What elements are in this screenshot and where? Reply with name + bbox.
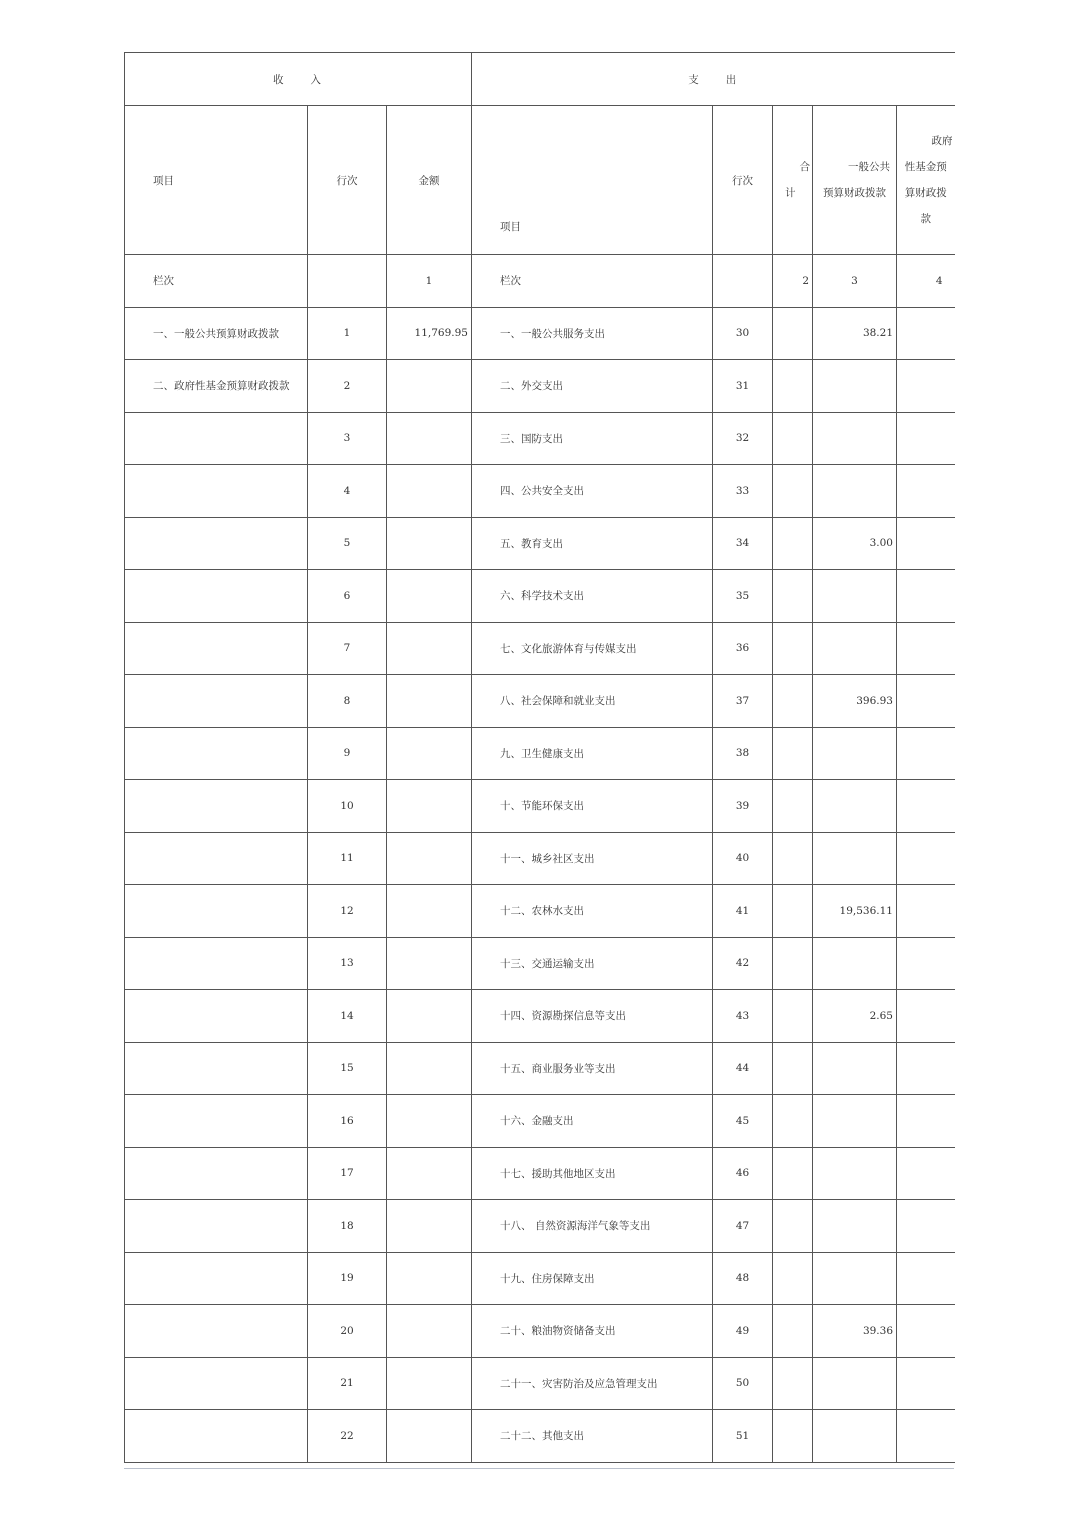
expense-total-cell — [773, 675, 813, 728]
expense-row-no-cell: 46 — [713, 1147, 773, 1200]
table-row — [125, 1042, 955, 1095]
table-row — [125, 412, 955, 465]
expense-fund-cell — [897, 990, 955, 1043]
income-amount-cell — [387, 1095, 472, 1148]
expense-fund-cell — [897, 622, 955, 675]
table-row — [125, 1410, 955, 1463]
expense-general-cell: 3.00 — [813, 517, 897, 570]
income-amount-cell — [387, 990, 472, 1043]
expense-total-cell — [773, 937, 813, 990]
expense-item-cell: 三、国防支出 — [472, 412, 713, 465]
expense-fund-cell — [897, 1200, 955, 1253]
header-expense-item: 项目 — [472, 106, 713, 255]
header-row-no: 行次 — [308, 106, 387, 255]
expense-banner: 支 出 — [472, 53, 955, 106]
expense-item-cell: 十五、商业服务业等支出 — [472, 1042, 713, 1095]
header-row — [125, 106, 955, 255]
income-row-no-cell: 1 — [308, 307, 387, 360]
expense-row-no-cell: 50 — [713, 1357, 773, 1410]
expense-item-cell: 九、卫生健康支出 — [472, 727, 713, 780]
expense-general-cell — [813, 412, 897, 465]
income-item-cell — [125, 990, 308, 1043]
table-row — [125, 570, 955, 623]
table-row — [125, 360, 955, 413]
expense-total-cell — [773, 832, 813, 885]
income-row-no-cell: 9 — [308, 727, 387, 780]
income-row-no-cell: 18 — [308, 1200, 387, 1253]
income-item-cell — [125, 832, 308, 885]
column-index-fund: 4 — [897, 255, 955, 308]
expense-general-cell — [813, 937, 897, 990]
expense-total-cell — [773, 570, 813, 623]
income-row-no-cell: 10 — [308, 780, 387, 833]
table-row — [125, 675, 955, 728]
income-row-no-cell: 17 — [308, 1147, 387, 1200]
footer-divider — [124, 1468, 954, 1469]
expense-fund-cell — [897, 570, 955, 623]
header-income-item: 项目 — [125, 106, 308, 255]
expense-total-cell — [773, 727, 813, 780]
expense-general-cell — [813, 360, 897, 413]
expense-general-cell — [813, 465, 897, 518]
header-general-budget — [813, 106, 897, 255]
expense-total-cell — [773, 412, 813, 465]
expense-row-no-cell: 37 — [713, 675, 773, 728]
expense-general-cell — [813, 1147, 897, 1200]
table-row — [125, 937, 955, 990]
expense-item-cell: 一、一般公共服务支出 — [472, 307, 713, 360]
income-amount-cell — [387, 570, 472, 623]
expense-row-no-cell: 45 — [713, 1095, 773, 1148]
expense-row-no-cell: 51 — [713, 1410, 773, 1463]
header-general-line1: 一般公共 — [848, 161, 890, 173]
header-fund-budget — [897, 106, 955, 255]
income-amount-cell — [387, 412, 472, 465]
income-amount-cell — [387, 780, 472, 833]
expense-item-cell: 二、外交支出 — [472, 360, 713, 413]
header-amount: 金额 — [387, 106, 472, 255]
expense-item-cell: 二十、粮油物资储备支出 — [472, 1305, 713, 1358]
income-amount-cell — [387, 465, 472, 518]
income-amount-cell — [387, 1252, 472, 1305]
expense-general-cell — [813, 1357, 897, 1410]
table-row — [125, 727, 955, 780]
header-fund-line4: 款 — [920, 213, 932, 225]
expense-general-cell — [813, 832, 897, 885]
income-amount-cell — [387, 937, 472, 990]
expense-general-cell — [813, 1042, 897, 1095]
expense-fund-cell — [897, 1147, 955, 1200]
expense-item-cell: 十六、金融支出 — [472, 1095, 713, 1148]
expense-total-cell — [773, 780, 813, 833]
expense-fund-cell — [897, 1042, 955, 1095]
header-expense-row-no: 行次 — [713, 106, 773, 255]
expense-row-no-cell: 41 — [713, 885, 773, 938]
expense-item-cell: 四、公共安全支出 — [472, 465, 713, 518]
expense-fund-cell — [897, 885, 955, 938]
income-row-no-cell: 19 — [308, 1252, 387, 1305]
income-item-cell — [125, 570, 308, 623]
income-item-cell — [125, 1200, 308, 1253]
expense-item-cell: 七、文化旅游体育与传媒支出 — [472, 622, 713, 675]
expense-item-cell: 八、社会保障和就业支出 — [472, 675, 713, 728]
income-item-cell: 一、一般公共预算财政拨款 — [125, 307, 308, 360]
expense-fund-cell — [897, 465, 955, 518]
expense-total-cell — [773, 1147, 813, 1200]
table-row — [125, 1357, 955, 1410]
income-amount-cell — [387, 1042, 472, 1095]
table-row — [125, 622, 955, 675]
expense-general-cell: 2.65 — [813, 990, 897, 1043]
header-total-line1: 合 — [799, 161, 810, 173]
table-row — [125, 780, 955, 833]
expense-total-cell — [773, 360, 813, 413]
expense-fund-cell — [897, 727, 955, 780]
income-banner: 收 入 — [125, 53, 472, 106]
table-row — [125, 307, 955, 360]
income-item-cell — [125, 727, 308, 780]
expense-general-cell — [813, 622, 897, 675]
table-row — [125, 465, 955, 518]
expense-fund-cell — [897, 360, 955, 413]
header-fund-line3: 算财政拨 — [904, 187, 947, 199]
expense-general-cell — [813, 1410, 897, 1463]
income-amount-cell — [387, 517, 472, 570]
expense-total-cell — [773, 1095, 813, 1148]
expense-row-no-cell: 31 — [713, 360, 773, 413]
expense-row-no-cell: 40 — [713, 832, 773, 885]
table-row — [125, 517, 955, 570]
expense-row-no-cell: 33 — [713, 465, 773, 518]
header-fund-line1: 政府 — [931, 135, 953, 147]
expense-total-cell — [773, 465, 813, 518]
column-index-label-left: 栏次 — [125, 255, 308, 308]
income-amount-cell — [387, 1147, 472, 1200]
expense-row-no-cell: 34 — [713, 517, 773, 570]
banner-row — [125, 53, 955, 106]
header-total-line2: 计 — [785, 187, 796, 199]
expense-total-cell — [773, 1042, 813, 1095]
income-item-cell — [125, 1252, 308, 1305]
income-item-cell — [125, 1147, 308, 1200]
income-row-no-cell: 4 — [308, 465, 387, 518]
expense-item-cell: 十三、交通运输支出 — [472, 937, 713, 990]
income-row-no-cell: 14 — [308, 990, 387, 1043]
expense-general-cell — [813, 1095, 897, 1148]
income-row-no-cell: 13 — [308, 937, 387, 990]
expense-fund-cell — [897, 832, 955, 885]
expense-general-cell: 38.21 — [813, 307, 897, 360]
expense-total-cell — [773, 885, 813, 938]
income-amount-cell — [387, 1357, 472, 1410]
expense-total-cell — [773, 1357, 813, 1410]
income-item-cell — [125, 1042, 308, 1095]
expense-row-no-cell: 49 — [713, 1305, 773, 1358]
income-item-cell — [125, 1095, 308, 1148]
expense-row-no-cell: 32 — [713, 412, 773, 465]
income-item-cell — [125, 885, 308, 938]
income-item-cell — [125, 465, 308, 518]
income-row-no-cell: 15 — [308, 1042, 387, 1095]
expense-item-cell: 十、节能环保支出 — [472, 780, 713, 833]
expense-item-cell: 十八、 自然资源海洋气象等支出 — [472, 1200, 713, 1253]
income-item-cell — [125, 1357, 308, 1410]
income-amount-cell — [387, 1305, 472, 1358]
table-row — [125, 885, 955, 938]
income-item-cell — [125, 675, 308, 728]
expense-total-cell — [773, 1200, 813, 1253]
income-item-cell — [125, 1305, 308, 1358]
table-row — [125, 1252, 955, 1305]
expense-item-cell: 十一、城乡社区支出 — [472, 832, 713, 885]
column-index-income: 1 — [387, 255, 472, 308]
income-amount-cell — [387, 727, 472, 780]
expense-total-cell — [773, 990, 813, 1043]
income-amount-cell — [387, 1200, 472, 1253]
income-row-no-cell: 2 — [308, 360, 387, 413]
column-index-empty-2 — [713, 255, 773, 308]
expense-fund-cell — [897, 1095, 955, 1148]
expense-general-cell: 396.93 — [813, 675, 897, 728]
income-item-cell — [125, 412, 308, 465]
income-row-no-cell: 21 — [308, 1357, 387, 1410]
expense-row-no-cell: 44 — [713, 1042, 773, 1095]
expense-general-cell — [813, 727, 897, 780]
expense-fund-cell — [897, 412, 955, 465]
expense-row-no-cell: 48 — [713, 1252, 773, 1305]
expense-total-cell — [773, 307, 813, 360]
income-amount-cell — [387, 675, 472, 728]
expense-fund-cell — [897, 780, 955, 833]
expense-fund-cell — [897, 937, 955, 990]
income-row-no-cell: 11 — [308, 832, 387, 885]
income-amount-cell — [387, 1410, 472, 1463]
table-row — [125, 1147, 955, 1200]
income-amount-cell — [387, 360, 472, 413]
income-row-no-cell: 5 — [308, 517, 387, 570]
expense-row-no-cell: 47 — [713, 1200, 773, 1253]
column-index-general: 3 — [813, 255, 897, 308]
expense-item-cell: 二十一、灾害防治及应急管理支出 — [472, 1357, 713, 1410]
expense-row-no-cell: 39 — [713, 780, 773, 833]
expense-row-no-cell: 38 — [713, 727, 773, 780]
income-amount-cell — [387, 885, 472, 938]
income-row-no-cell: 3 — [308, 412, 387, 465]
expense-general-cell — [813, 1252, 897, 1305]
income-row-no-cell: 16 — [308, 1095, 387, 1148]
table-row — [125, 1305, 955, 1358]
income-item-cell — [125, 517, 308, 570]
income-amount-cell — [387, 832, 472, 885]
table-row — [125, 1200, 955, 1253]
expense-fund-cell — [897, 1252, 955, 1305]
expense-total-cell — [773, 517, 813, 570]
expense-row-no-cell: 36 — [713, 622, 773, 675]
expense-row-no-cell: 30 — [713, 307, 773, 360]
expense-row-no-cell: 42 — [713, 937, 773, 990]
expense-fund-cell — [897, 1305, 955, 1358]
income-amount-cell — [387, 622, 472, 675]
table-row — [125, 1095, 955, 1148]
expense-item-cell: 十四、资源勘探信息等支出 — [472, 990, 713, 1043]
table-row — [125, 832, 955, 885]
income-row-no-cell: 22 — [308, 1410, 387, 1463]
expense-fund-cell — [897, 675, 955, 728]
income-row-no-cell: 7 — [308, 622, 387, 675]
expense-item-cell: 六、科学技术支出 — [472, 570, 713, 623]
table-row — [125, 990, 955, 1043]
column-index-row — [125, 255, 955, 308]
income-item-cell — [125, 1410, 308, 1463]
expense-row-no-cell: 43 — [713, 990, 773, 1043]
budget-table — [124, 52, 955, 1463]
income-amount-cell: 11,769.95 — [387, 307, 472, 360]
expense-row-no-cell: 35 — [713, 570, 773, 623]
expense-fund-cell — [897, 1410, 955, 1463]
expense-general-cell: 19,536.11 — [813, 885, 897, 938]
column-index-label-right: 栏次 — [472, 255, 713, 308]
expense-item-cell: 五、教育支出 — [472, 517, 713, 570]
income-row-no-cell: 12 — [308, 885, 387, 938]
income-row-no-cell: 20 — [308, 1305, 387, 1358]
income-item-cell: 二、政府性基金预算财政拨款 — [125, 360, 308, 413]
expense-general-cell: 39.36 — [813, 1305, 897, 1358]
header-total — [773, 106, 813, 255]
expense-general-cell — [813, 780, 897, 833]
income-row-no-cell: 8 — [308, 675, 387, 728]
expense-item-cell: 十七、援助其他地区支出 — [472, 1147, 713, 1200]
expense-item-cell: 十九、住房保障支出 — [472, 1252, 713, 1305]
income-row-no-cell: 6 — [308, 570, 387, 623]
expense-total-cell — [773, 1252, 813, 1305]
expense-item-cell: 二十二、其他支出 — [472, 1410, 713, 1463]
expense-total-cell — [773, 1305, 813, 1358]
expense-general-cell — [813, 570, 897, 623]
header-general-line2: 预算财政拨款 — [823, 187, 886, 199]
expense-total-cell — [773, 622, 813, 675]
expense-fund-cell — [897, 307, 955, 360]
column-index-total: 2 — [773, 255, 813, 308]
income-item-cell — [125, 622, 308, 675]
expense-fund-cell — [897, 517, 955, 570]
expense-total-cell — [773, 1410, 813, 1463]
expense-general-cell — [813, 1200, 897, 1253]
header-fund-line2: 性基金预 — [904, 161, 947, 173]
column-index-empty — [308, 255, 387, 308]
income-item-cell — [125, 780, 308, 833]
expense-item-cell: 十二、农林水支出 — [472, 885, 713, 938]
expense-fund-cell — [897, 1357, 955, 1410]
income-item-cell — [125, 937, 308, 990]
